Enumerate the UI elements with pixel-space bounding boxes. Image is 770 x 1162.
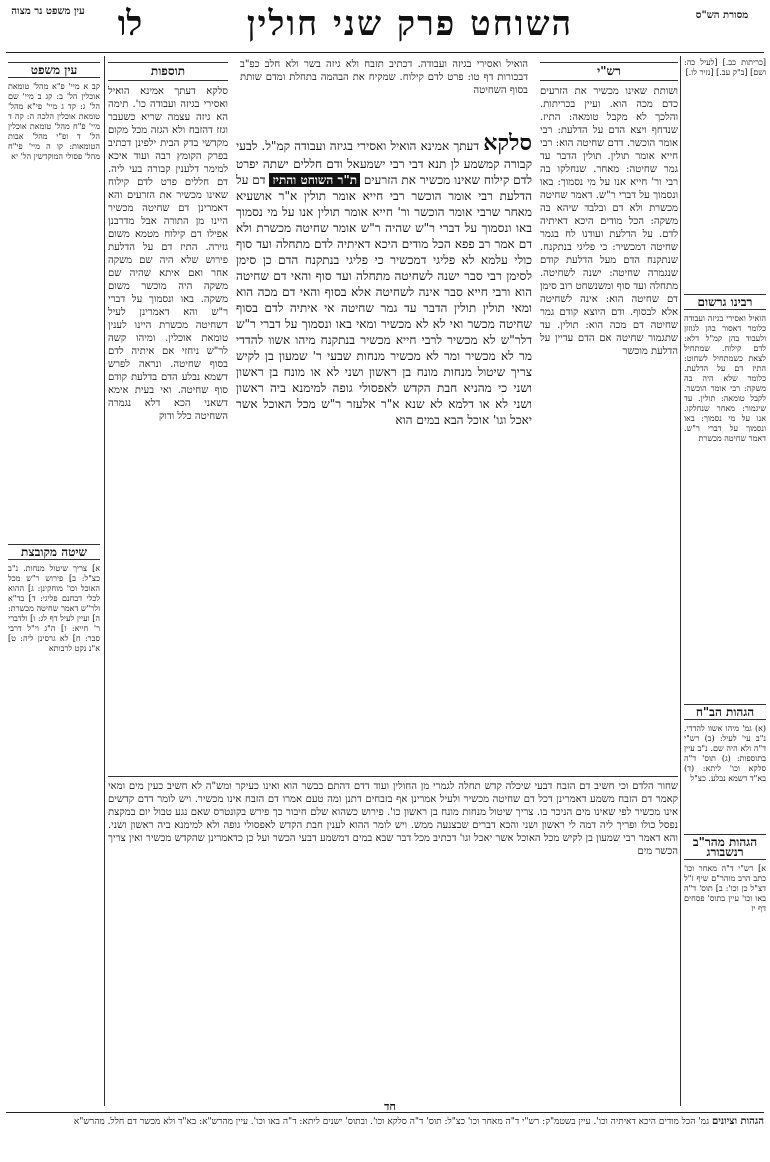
bottom-commentary xyxy=(108,780,678,1092)
ein-mishpat-title: עין משפט xyxy=(8,62,100,78)
rashi-title: רש"י xyxy=(540,62,678,81)
shita-mekubetzet-title: שיטה מקובצת xyxy=(8,544,100,560)
hagahot-bach-column xyxy=(684,700,766,820)
header-divider xyxy=(6,52,764,53)
column-rule xyxy=(680,56,681,1106)
folio-number: לו xyxy=(117,4,143,44)
rashi-text: ושותת שאינו מכשיר את הזרעים כדם מכה הוא. ועיין בכריתות. והלכך לא מקבל טומאה: התיז. שנדחף ויצא הדם על הדלעת: רבי אומר הוכשר. דדם שחיטה הוא: רבי חייא אומר תולין. תולין הדבר עד גמר שחיטה: מאחר. שנחלקו בה רבי ור' חייא אנו על מי נסמוך: באו ונסמוך על דברי ר"ש. דאמר שחיטה מכשרת ולא דם ובלבד שיהא בה משקה: הכל מודים היכא דאיתיה לדם. על הדלעת ועודנו לח בגמר שחיטה דמכשיר: כי פליגי בנתקנח. שנתקנח הדם מעל הדלעת קודם שנגמרה שחיטה: ישנה לשחיטה. מתחלה ועד סוף ומשנשחט רוב סימן דם שחיטה הוא: אינה לשחיטה אלא לבסוף. ודם היוצא קודם גמר שחיטה דם מכה הוא: תולין. עד שתגמור שחיטה אם הדם עדיין על הדלעת מוכשר xyxy=(540,86,678,357)
signature-mark: חד xyxy=(384,1100,396,1113)
column-rule xyxy=(104,56,105,1106)
hagahot-rabbi-betzalel-title: הגהות מהר"ב רנשבורג xyxy=(684,834,766,860)
bottom-commentary-text: שחור הלדם וכי חשיב דם הזבח דבעי שיכלה קדש תחלה לגמרי מן החולין ועוד דדם דהתם בבשר הוא ואינו כעיקר ומש"ה לא חשיב כעין מים ומאי קאמר דם הזבח משמע דאמרינן דכל דם שחיטה מכשיר ולעיל אמרינן אף בזבחים דתנן ומה טעם אמרו דם הזבח אינו מכשיר. ויש לומר דדם קדשים אינו מכשיר לפי שאינו מים הניכר בו. צריך שיטול מנחות מונח בן ראשון כו'. פירוש כשהוא שלם חיבור כך פירש בקונטרס שאם נגע טבול יום במקצת נפסל כולו ופריך ליה דמה לי ראשון ושני והכא דברים שבצנעה ממש. ויש לומר ההוא לענין חבת הקדש לאפסולי גופה ולא למימנא ביה ראשון ושני. והא דאמר רבי שמעון בן לקיש מכל האוכל אשר יאכל וגו' דכתיב מכל דבר שבא במים דמשמע דבעי הכשר ועל כן כדאמרינן שהקדש מכשיר ואין צריך הכשר מים xyxy=(108,781,678,857)
page-title: השוחט פרק שני חולין xyxy=(246,4,574,44)
shita-mekubetzet-column xyxy=(8,540,100,1100)
gemara-text-b: דם על הדלעת רבי אומר הוכשר רבי חייא אומר תולין א"ר אושעיא מאחר שרבי אומר הוכשר ור' חייא אומר תולין אנו על מי נסמוך באו ונסמוך על דברי ר"ש שהיה ר"ש אומר שחיטה מכשרת ולא דם אמר רב פפא הכל מודים היכא דאיתיה לדם מתחלה ועד סוף כולי עלמא לא פליגי דמכשיר כי פליגי בנתקנח הדם כן סימן לסימן רבי סבר ישנה לשחיטה מתחלה ועד סוף והאי דם שחיטה הוא ורבי חייא סבר אינה לשחיטה אלא בסוף והאי דם מכה הוא ומאי תולין תולין הדבר עד גמר שחיטה אי איתיה לדם בסוף שחיטה מכשר ואי לא לא מכשיר ומאי באו ונסמוך על דברי ר"ש דלר"ש לא מכשיר לרבי חייא מכשיר בנתקנח מיהו אשוו להדדי מר לא מכשיר ומר לא מכשיר xyxy=(236,173,532,363)
ein-mishpat-text: קב א מיי' פ"א מהל' טומאת אוכלין הל' ב: קג ב מיי' שם הל' ג: קד ג מיי' פי"א מהל' טומאת אוכלין הלכה ה: קה ד מיי' פ"ח מהל' טומאת אוכלין הל' ד ופ"י מהל' אבות הטומאות: קו ה מיי' פי"ח מהל' פסולי המוקדשין הל' יא xyxy=(8,82,100,161)
hagahot-rabbi-betzalel-text: א] רש"י ד"ה מאחר וכו' כתב הרב מוהר"ם שיף ז"ל דצ"ל כן וכו': ב] תוס' ד"ה באו וכו' עיין בתוס' פסחים דף יז xyxy=(684,864,766,913)
hagahot-bach-text: (א) גמ' מיהו אשוו להדדי. נ"ב עי' לעיל: (ב) רש"י ד"ה ולא היה שם. נ"ב עיין בתוספות: (ג) תוס' ד"ה סלקא וכו' ליתא: (ד) בא"ד דשמא נבלע. כצ"ל xyxy=(684,724,766,783)
rabbeinu-gershom-text: הואיל ואסירי בגיזה ועבודה כלומר דאסור בהן לגוזזן ולעבוד בהן קמ"ל דלא: לדם קילוח. שמתחיל לצאת כשמתחיל לשחוט: התיז דם על הדלעת. כלומר שלא היה בה משקה: רבי אומר הוכשר. לקבל טומאה: תולין. עד שיגמור: מאחר שנחלקו. אנו על מי נסמוך: באו ונסמוך על דברי ר"ש. דאמר שחיטה מכשרת xyxy=(684,314,766,443)
tosafot-text: סלקא דעתך אמינא הואיל ואסירי בגיזה ועבודה כו'. תימה הא גיזה עצמה שריא כשעבר וגזז דהזבח ולא הגזה מכל מקום מקדשי בדק הבית ילפינן דכתיב בפרק הקומץ רבה ועוד איכא למימר דלענין קבורה בעי ליה. דם חללים פרט לדם קילוח שאינו מכשיר את הזרעים והא דאמרינן דם שחיטה מכשיר היינו מן התורה אבל מדרבנן אפילו דם קילוח מטמא משום גזירה. התיז דם על הדלעת פירוש שלא היה שם משקה אחר ואם איתא שהיה שם משקה היה מוכשר משום משקה. באו ונסמוך על דברי ר"ש והא דאמרינן לעיל דשחיטה מכשרת היינו לענין טומאת אוכלין. ומיהו קשה לר"ש ניחזי אם איתיה לדם בסוף שחיטה. ונראה לפרש דשמא נבלע הדם בדלעת קודם סוף שחיטה. ואי בעית אימא דשאני הכא דלא נגמרה השחיטה כלל ודוק xyxy=(108,86,228,422)
gemara-text xyxy=(236,130,532,770)
rashi-column xyxy=(540,58,678,770)
masoret-hashas-header: מסורת הש"ס xyxy=(695,10,749,21)
ein-mishpat-column xyxy=(8,58,100,528)
marginal-references xyxy=(684,58,766,282)
gemara-text-c: מנחות שבעי ר' שמעון בן לקיש צריך שיטול מנחות מונח בן ראשון ושני לא או מונח בן ראשון ושני כי מהניא חבת הקדש לאפסולי גופה למימנא ביה ראשון ושני לא או דלמא לא שנא א"ר אלעזר ר"ש מכל האוכל אשר יאכל וגו' אוכל הבא במים הוא xyxy=(236,349,532,427)
rabbeinu-gershom-column xyxy=(684,290,766,690)
hagahot-bach-title: הגהות הב"ח xyxy=(684,704,766,720)
shita-mekubetzet-text: א] צריך שיטול מנחות. נ"ב כצ"ל: ב] פירוש ר"ש מכל האוכל וכו' מוחקינן: ג] ההוא לכלי דבחנם פליגי: ד] בד"א ולר"ש דאמר שחיטה מכשרת: ה] ועיין לעיל דף לג: ו] ולדברי ר' חייא: ז] ה"ג וי"ל דרבי סבר: ח] לא גרסינן ליה: ט] א"נ נקט לרבותא xyxy=(8,564,100,653)
gemara-text-a: דעתך אמינא הואיל ואסירי בגיזה ועבודה קמ"ל. לבעי קבורה קמשמע לן תנא דבי רבי ישמעאל ודם חללים ישתה יפרט לדם קילוח שאינו מכשיר את הזרעים xyxy=(236,139,532,187)
gemara-highlight: ת"ר השוחט והתיז xyxy=(269,173,360,187)
footer-title: הגהות וציונים xyxy=(711,1116,764,1127)
footer-text: גמ' הכל מודים היכא דאיתיה וכו'. עיין בשטמ"ק: רש"י ד"ה מאחר וכו' כצ"ל: תוס' ד"ה סלקא וכו'. ובתוס' ישנים ליתא: ד"ה באו וכו'. עיין מהרש"א: בא"ד ולא מכשר דם חלל. מהרש"א xyxy=(73,1117,710,1127)
ein-mishpat-header: עין משפט נר מצוה xyxy=(11,6,85,17)
rabbeinu-gershom-title: רבינו גרשום xyxy=(684,294,766,310)
marginal-references-text: [כריתות כב.] [לעיל כה: ושם] [ב"ק עב.] [נזיר לו.] xyxy=(684,58,766,77)
section-rule xyxy=(108,776,678,777)
gemara-opener: סלקא xyxy=(483,130,532,156)
rashi-top-text: הואיל ואסירי בגיזה ועבודה. דכתיב תזבח ולא גיזה בשר ולא חלב כפ"ב דבכורות דף טו: פרט לדם קילוח. שמקיח את הבהמה בתחלת ומדם שותת בסוף השחיטה xyxy=(240,59,528,96)
tosafot-column xyxy=(108,58,228,770)
rashi-top-block xyxy=(240,58,528,128)
tosafot-title: תוספות xyxy=(108,62,228,81)
hagahot-rabbi-betzalel-column xyxy=(684,830,766,1090)
footer-notes xyxy=(6,1112,764,1128)
